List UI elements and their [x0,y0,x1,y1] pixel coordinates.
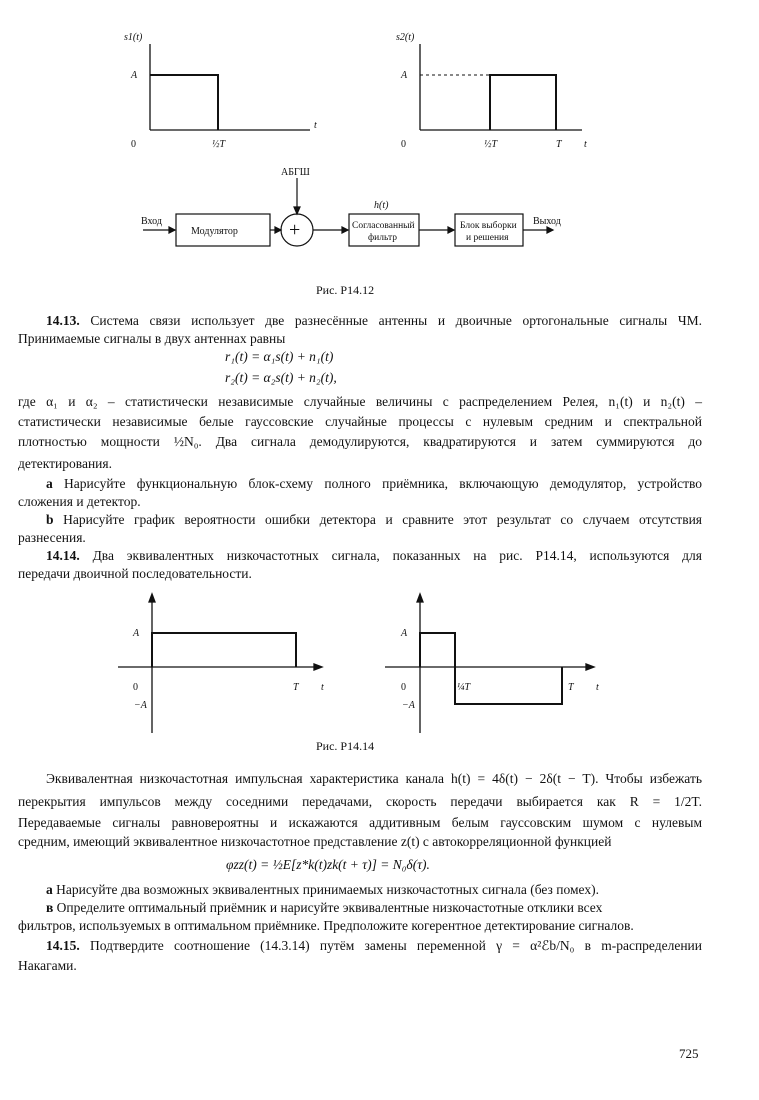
p1414-line1 [46,548,702,564]
p1414b-b-line2: фильтров, используемых в оптимальном приёмнике. Предположите когерентное детектирование сигналов. [18,918,634,933]
s1-pulse [150,75,218,130]
right-neg-amp: −A [402,700,415,711]
p1414b-a-label: а [46,882,53,897]
p1413-a-text: Нарисуйте функциональную блок-схему полного приёмника, включающую демодулятор, устройство [64,476,703,491]
left-t-mark: T [293,682,299,693]
left-amp: A [133,628,140,639]
matched-filter-label-1: Согласованный [352,221,415,231]
p1413-line6: детектирования. [18,456,112,471]
s2-half-t: ½T [484,139,498,150]
p1413-eq1: r₁(t) = α₁s(t) + n₁(t) [225,349,334,364]
p1414b-b-label: в [46,900,54,915]
sampler-label-1: Блок выборки [460,221,517,231]
p1414b-line4: средним, имеющий эквивалентное низкочастотное представление z(t) с автокорреляционной функцией [18,834,612,849]
output-label: Выход [533,216,561,227]
p1415-number: 14.15. [46,938,80,953]
p1413-line4: статистически независимые белые гауссовские случайные процессы с нулевым средним и спектральной [18,414,702,429]
figure-p14-14 [0,585,759,760]
s2-amp: A [401,70,408,81]
right-t-axis: t [596,682,599,693]
p1415-text1: Подтвердите соотношение (14.3.14) путём замены переменной γ = α²ℰb/N₀ в m-распределении [89,938,702,953]
left-t-axis: t [321,682,324,693]
p1415-line2: Накагами. [18,958,77,973]
p1413-a-label: а [46,476,53,491]
modulator-label: Модулятор [191,226,238,237]
input-label: Вход [141,216,162,227]
p1413-a-line1 [46,476,702,492]
p1413-b-text: Нарисуйте график вероятности ошибки детектора и сравните этот результат со случаем отсутствия [63,512,703,527]
p1414b-eq: φzz(t) = ½E[z*k(t)zk(t + τ)] = N₀δ(τ). [226,857,430,872]
p1414b-b-line1 [46,900,602,916]
s2-t-axis: t [584,139,587,150]
p1413-eq2: r₂(t) = α₂s(t) + n₂(t), [225,370,337,385]
s2-t-mark: T [556,139,562,150]
p1414-text1: Два эквивалентных низкочастотных сигнала, показанных на рис. P14.14, используются для [92,548,703,563]
s1-amp: A [131,70,138,81]
s2-pulse [490,75,556,130]
sampler-label-2: и решения [466,233,509,243]
adder-plus: + [289,219,301,241]
p1414b-a-text: Нарисуйте два возможных эквивалентных принимаемых низкочастотных сигнала (без помех). [56,882,599,897]
filter-h-label: h(t) [374,200,389,211]
p1414b-line1: Эквивалентная низкочастотная импульсная характеристика канала h(t) = 4δ(t) − 2δ(t − T). Чтобы избежать [46,771,702,786]
s2-zero: 0 [401,139,406,150]
p1413-b-label: b [46,512,54,527]
p1414-number: 14.14. [46,548,80,563]
p1414b-line2: перекрытия импульсов между соседними передачами, скорость передачи выбирается как R = 1/2T. [18,794,702,809]
p1414b-a-line [46,882,599,898]
figure-p14-12 [0,0,759,300]
caption-p14-12: Рис. P14.12 [316,283,375,297]
right-pulse [420,633,562,704]
matched-filter-label-2: фильтр [368,233,397,243]
awgn-label: АБГШ [281,167,310,178]
page-number: 725 [679,1046,699,1061]
p1415-line1 [46,938,702,954]
p1413-b-line1 [46,512,702,528]
caption-p14-14: Рис. P14.14 [316,739,375,753]
p1413-line3: где α₁ и α₂ – статистически независимые случайные величины с распределением Релея, n₁(t) и n₂(t) – [18,394,702,409]
p1413-line5: плотностью мощности ½N₀. Два сигнала демодулируются, квадратируются и затем суммируются до [18,434,702,449]
p1413-line2: Принимаемые сигналы в двух антеннах равны [18,331,286,346]
p1414b-line3: Передаваемые сигналы равновероятны и искажаются аддитивным белым гауссовским шумом с нулевым [18,815,702,830]
s1-label: s1(t) [124,32,143,43]
p1414b-b-text: Определите оптимальный приёмник и нарисуйте эквивалентные низкочастотные отклики всех [56,900,603,915]
p1413-b-line2: разнесения. [18,530,86,545]
s2-label: s2(t) [396,32,415,43]
right-amp: A [401,628,408,639]
left-pulse [152,633,296,667]
p1413-line1 [46,313,702,329]
s1-zero: 0 [131,139,136,150]
right-zero: 0 [401,682,406,693]
right-t-mark: T [568,682,574,693]
s1-half-t: ½T [212,139,226,150]
s1-t-axis: t [314,120,317,131]
p1413-a-line2: сложения и детектор. [18,494,141,509]
p1413-text1: Система связи использует две разнесённые антенны и двоичные ортогональные сигналы ЧМ. [90,313,702,328]
left-neg-amp: −A [134,700,147,711]
p1414-line2: передачи двоичной последовательности. [18,566,252,581]
left-zero: 0 [133,682,138,693]
right-quarter-t: ¼T [457,682,471,693]
p1413-number: 14.13. [46,313,80,328]
